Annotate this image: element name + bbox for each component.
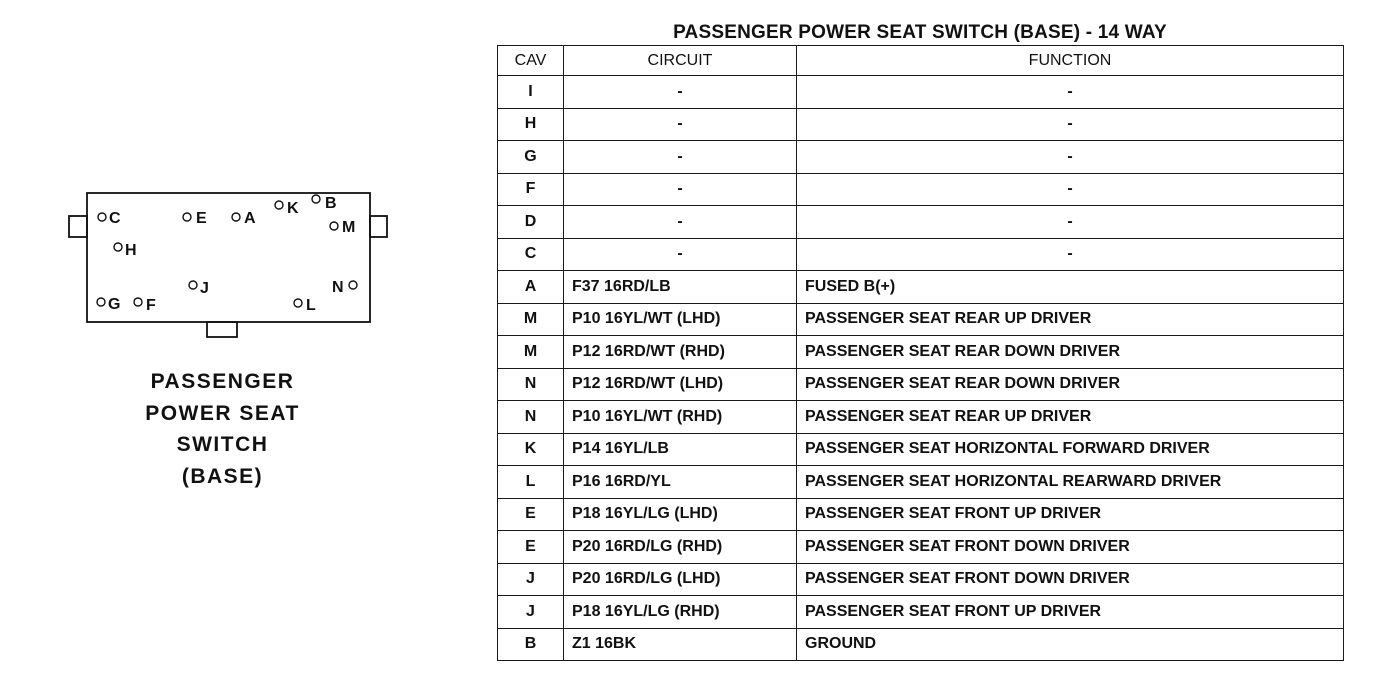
cell-cav: A xyxy=(498,271,564,304)
connector-bottom-key xyxy=(207,322,237,337)
pinout-table xyxy=(497,45,1344,661)
table-row xyxy=(498,433,1344,466)
cell-cav: E xyxy=(498,531,564,564)
pin-f xyxy=(134,297,156,314)
pin-a-hole xyxy=(232,213,240,221)
pin-l-label: L xyxy=(306,297,316,314)
pin-b-hole xyxy=(312,195,320,203)
pin-c xyxy=(98,210,121,227)
pin-n-label: N xyxy=(332,279,344,296)
cell-circuit: P20 16RD/LG (RHD) xyxy=(564,531,797,564)
connector-caption: PASSENGER POWER SEAT SWITCH (BASE) xyxy=(145,370,300,488)
table-row xyxy=(498,76,1344,109)
pin-m xyxy=(330,219,355,236)
cell-cav: I xyxy=(498,76,564,109)
cell-circuit: F37 16RD/LB xyxy=(564,271,797,304)
pin-e-label: E xyxy=(196,210,207,227)
cell-cav: M xyxy=(498,336,564,369)
pin-b xyxy=(312,195,337,212)
pin-n-hole xyxy=(349,281,357,289)
cell-circuit: P18 16YL/LG (RHD) xyxy=(564,596,797,629)
cell-function: GROUND xyxy=(797,628,1344,661)
cell-function: - xyxy=(797,238,1344,271)
cell-circuit: - xyxy=(564,173,797,206)
cell-function: PASSENGER SEAT REAR UP DRIVER xyxy=(797,303,1344,336)
table-row xyxy=(498,303,1344,336)
cell-cav: F xyxy=(498,173,564,206)
table-row xyxy=(498,336,1344,369)
cell-circuit: - xyxy=(564,76,797,109)
cell-cav: D xyxy=(498,206,564,239)
table-row xyxy=(498,628,1344,661)
pin-k-label: K xyxy=(287,200,299,217)
pin-j xyxy=(189,280,209,297)
cell-cav: C xyxy=(498,238,564,271)
table-row xyxy=(498,368,1344,401)
pin-m-label: M xyxy=(342,219,356,236)
pin-l xyxy=(294,297,316,314)
table-row xyxy=(498,141,1344,174)
pin-b-label: B xyxy=(325,195,337,212)
cell-function: PASSENGER SEAT FRONT DOWN DRIVER xyxy=(797,563,1344,596)
pin-g-label: G xyxy=(108,296,121,313)
cell-circuit: - xyxy=(564,108,797,141)
cell-cav: N xyxy=(498,368,564,401)
cell-circuit: Z1 16BK xyxy=(564,628,797,661)
cell-circuit: P18 16YL/LG (LHD) xyxy=(564,498,797,531)
cell-circuit: - xyxy=(564,238,797,271)
cell-circuit: P10 16YL/WT (LHD) xyxy=(564,303,797,336)
table-row xyxy=(498,563,1344,596)
table-row xyxy=(498,238,1344,271)
cell-cav: J xyxy=(498,596,564,629)
cell-cav: B xyxy=(498,628,564,661)
pin-a-label: A xyxy=(244,210,256,227)
pin-g-hole xyxy=(97,298,105,306)
cell-function: - xyxy=(797,141,1344,174)
table-row xyxy=(498,173,1344,206)
cell-cav: J xyxy=(498,563,564,596)
table-row xyxy=(498,531,1344,564)
cell-circuit: P10 16YL/WT (RHD) xyxy=(564,401,797,434)
pin-m-hole xyxy=(330,222,338,230)
header-cav: CAV xyxy=(498,46,564,76)
cell-circuit: P16 16RD/YL xyxy=(564,466,797,499)
table-title: PASSENGER POWER SEAT SWITCH (BASE) - 14 WAY xyxy=(673,22,1167,43)
header-circuit: CIRCUIT xyxy=(564,46,797,76)
cell-function: - xyxy=(797,173,1344,206)
table-body xyxy=(498,76,1344,661)
pin-j-label: J xyxy=(200,280,209,297)
header-function: FUNCTION xyxy=(797,46,1344,76)
pin-h-hole xyxy=(114,243,122,251)
table-row xyxy=(498,206,1344,239)
pin-c-label: C xyxy=(109,210,121,227)
cell-function: - xyxy=(797,76,1344,109)
cell-function: PASSENGER SEAT REAR DOWN DRIVER xyxy=(797,336,1344,369)
pin-e xyxy=(183,210,207,227)
pin-k-hole xyxy=(275,201,283,209)
pin-g xyxy=(97,296,120,313)
pin-f-label: F xyxy=(146,297,156,314)
cell-function: - xyxy=(797,206,1344,239)
connector-right-latch xyxy=(370,216,387,237)
table-row xyxy=(498,466,1344,499)
table-header-row xyxy=(498,46,1344,76)
cell-function: PASSENGER SEAT FRONT DOWN DRIVER xyxy=(797,531,1344,564)
connector-diagram xyxy=(0,0,470,698)
cell-function: PASSENGER SEAT REAR DOWN DRIVER xyxy=(797,368,1344,401)
table-row xyxy=(498,596,1344,629)
cell-circuit: P14 16YL/LB xyxy=(564,433,797,466)
cell-cav: N xyxy=(498,401,564,434)
pin-e-hole xyxy=(183,213,191,221)
table-row xyxy=(498,271,1344,304)
cell-cav: L xyxy=(498,466,564,499)
cell-cav: K xyxy=(498,433,564,466)
cell-circuit: - xyxy=(564,206,797,239)
cell-cav: E xyxy=(498,498,564,531)
pin-a xyxy=(232,210,256,227)
cell-function: - xyxy=(797,108,1344,141)
pin-j-hole xyxy=(189,281,197,289)
cell-function: FUSED B(+) xyxy=(797,271,1344,304)
cell-cav: G xyxy=(498,141,564,174)
pin-c-hole xyxy=(98,213,106,221)
pin-h-label: H xyxy=(125,242,137,259)
cell-circuit: P12 16RD/WT (LHD) xyxy=(564,368,797,401)
connector-face-svg xyxy=(0,0,470,698)
connector-left-latch xyxy=(69,216,87,237)
pin-n xyxy=(332,279,357,296)
pin-k xyxy=(275,200,299,217)
cell-cav: M xyxy=(498,303,564,336)
cell-function: PASSENGER SEAT FRONT UP DRIVER xyxy=(797,498,1344,531)
pin-l-hole xyxy=(294,299,302,307)
cell-cav: H xyxy=(498,108,564,141)
cell-function: PASSENGER SEAT HORIZONTAL FORWARD DRIVER xyxy=(797,433,1344,466)
table-row xyxy=(498,401,1344,434)
cell-function: PASSENGER SEAT HORIZONTAL REARWARD DRIVER xyxy=(797,466,1344,499)
cell-circuit: P20 16RD/LG (LHD) xyxy=(564,563,797,596)
table-row xyxy=(498,498,1344,531)
cell-circuit: P12 16RD/WT (RHD) xyxy=(564,336,797,369)
cell-function: PASSENGER SEAT REAR UP DRIVER xyxy=(797,401,1344,434)
cell-circuit: - xyxy=(564,141,797,174)
pin-f-hole xyxy=(134,298,142,306)
pin-h xyxy=(114,242,137,259)
cell-function: PASSENGER SEAT FRONT UP DRIVER xyxy=(797,596,1344,629)
table-row xyxy=(498,108,1344,141)
